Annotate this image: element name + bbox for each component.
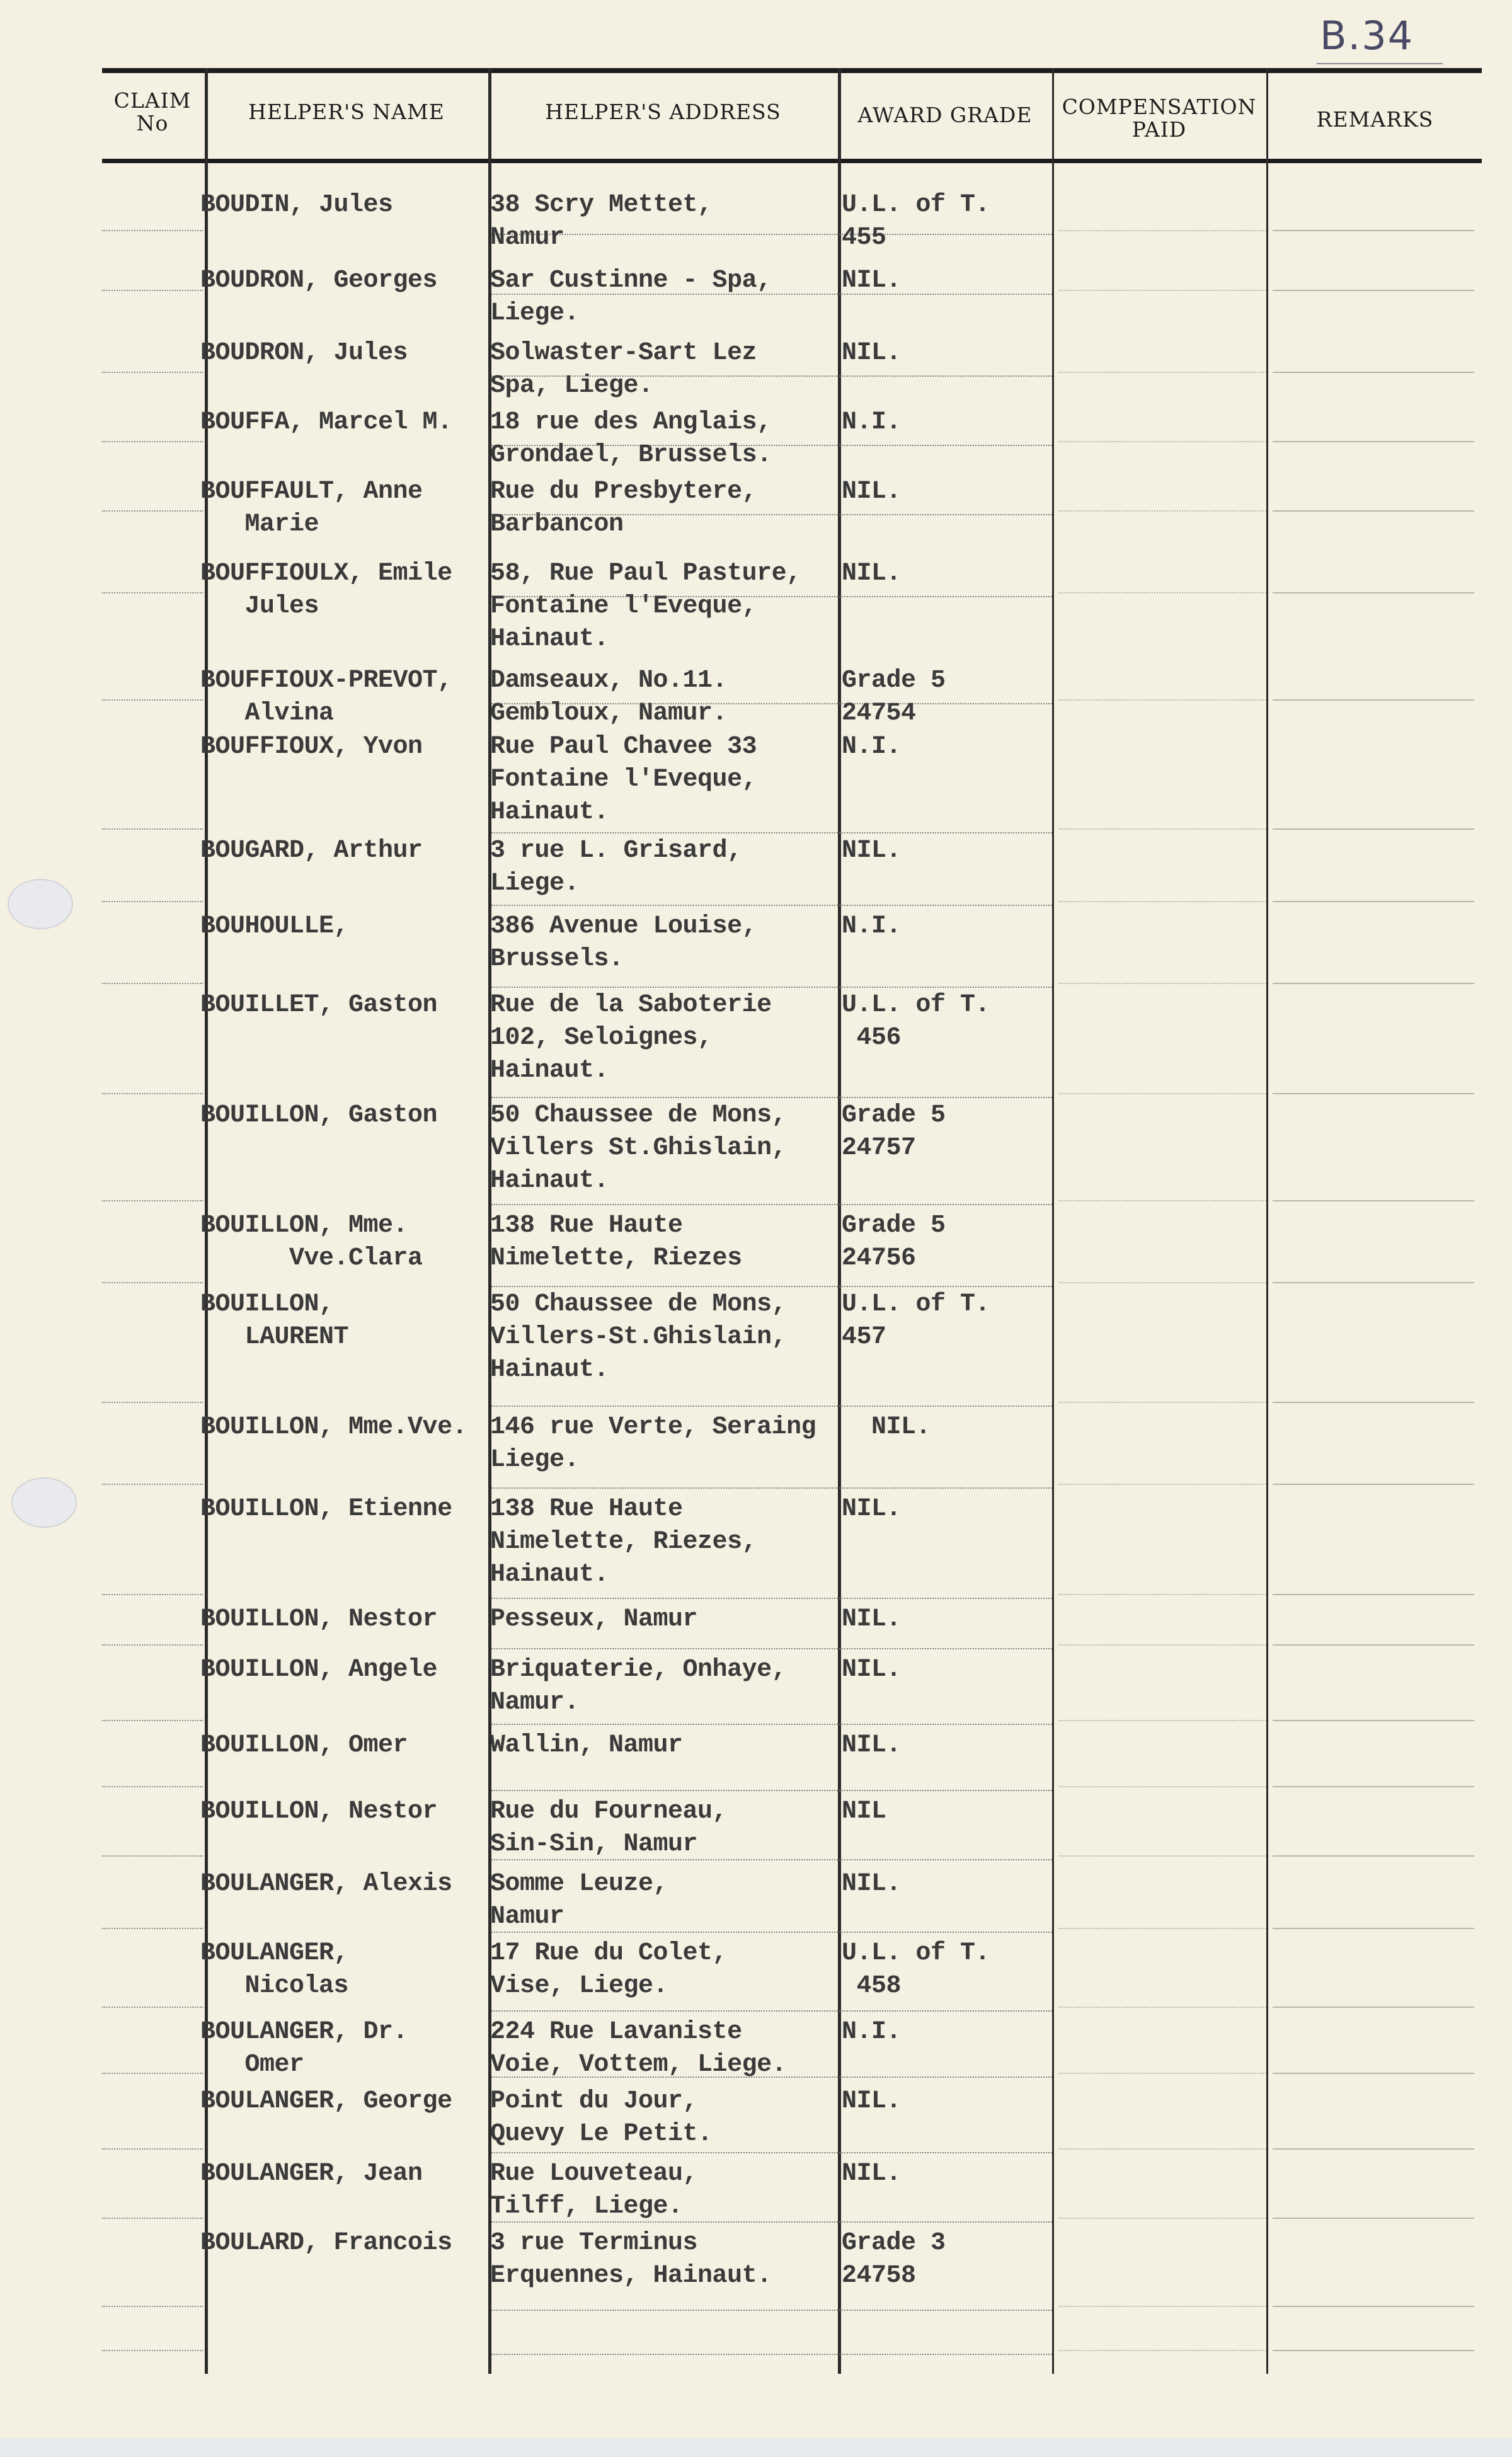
row-rule-compensation — [1058, 592, 1266, 593]
row-rule-remarks — [1273, 592, 1474, 593]
helper-address: 38 Scry Mettet, Namur — [490, 191, 713, 252]
row-rule-claim — [102, 2007, 203, 2008]
helper-address: Rue du Fourneau, Sin-Sin, Namur — [490, 1797, 728, 1858]
page-reference-underline — [1317, 63, 1443, 64]
helper-name: BOUFFA, Marcel M. — [200, 408, 452, 437]
helper-address: Rue de la Saboterie 102, Seloignes, Hainaut. — [490, 991, 772, 1085]
award-grade: NIL. — [842, 1731, 902, 1760]
award-grade: NIL. — [842, 266, 902, 295]
row-rule-address — [491, 1724, 1052, 1725]
row-rule-remarks — [1273, 372, 1474, 373]
helper-name: BOULANGER, George — [200, 2087, 452, 2116]
row-rule-claim — [102, 1282, 203, 1283]
award-grade: NIL. — [842, 339, 902, 367]
header-remarks: REMARKS — [1316, 107, 1434, 132]
row-rule-claim — [102, 372, 203, 373]
header-compensation-paid: COMPENSATION PAID — [1062, 94, 1257, 142]
helper-name: BOUFFIOULX, Emile Jules — [200, 559, 452, 621]
row-rule-compensation — [1058, 2148, 1266, 2150]
row-rule-address — [491, 2310, 1052, 2311]
header-helper-name: HELPER'S NAME — [248, 100, 445, 124]
helper-address: Wallin, Namur — [490, 1731, 683, 1760]
award-grade: NIL. — [842, 1656, 902, 1684]
helper-address: Rue Paul Chavee 33 Fontaine l'Eveque, Hainaut. — [490, 733, 757, 827]
row-rule-remarks — [1273, 2218, 1474, 2219]
row-rule-claim — [102, 1200, 203, 1201]
helper-address: Solwaster-Sart Lez Spa, Liege. — [490, 339, 757, 400]
row-rule-compensation — [1058, 372, 1266, 373]
row-rule-compensation — [1058, 699, 1266, 701]
row-rule-address — [491, 1790, 1052, 1791]
helper-address: Rue du Presbytere, Barbancon — [490, 478, 757, 539]
helper-name: BOUILLON, Omer — [200, 1731, 408, 1760]
row-rule-claim — [102, 441, 203, 442]
row-rule-remarks — [1273, 1093, 1474, 1094]
helper-address: Briquaterie, Onhaye, Namur. — [490, 1656, 787, 1717]
row-rule-remarks — [1273, 1282, 1474, 1283]
helper-address: 146 rue Verte, Seraing Liege. — [490, 1413, 816, 1474]
helper-address: Somme Leuze, Namur — [490, 1870, 668, 1931]
helper-name: BOULANGER, Jean — [200, 2160, 423, 2188]
row-rule-compensation — [1058, 901, 1266, 902]
row-rule-address — [491, 1406, 1052, 1407]
helper-name: BOUILLON, Etienne — [200, 1495, 452, 1523]
row-rule-claim — [102, 1644, 203, 1646]
award-grade: N.I. — [842, 912, 902, 941]
row-rule-address — [491, 832, 1052, 833]
row-rule-compensation — [1058, 2007, 1266, 2008]
row-rule-compensation — [1058, 1484, 1266, 1485]
helper-address: 3 rue L. Grisard, Liege. — [490, 837, 742, 898]
header-award-grade: AWARD GRADE — [857, 103, 1033, 127]
helper-name: BOUILLON, Nestor — [200, 1605, 438, 1634]
row-rule-claim — [102, 983, 203, 984]
helper-name: BOUGARD, Arthur — [200, 837, 423, 865]
row-rule-compensation — [1058, 1720, 1266, 1721]
row-rule-compensation — [1058, 2350, 1266, 2351]
row-rule-address — [491, 987, 1052, 988]
award-grade: N.I. — [842, 2018, 902, 2046]
header-helper-address: HELPER'S ADDRESS — [545, 100, 781, 124]
award-grade: Grade 5 24756 — [842, 1211, 946, 1273]
helper-name: BOUILLON, Gaston — [200, 1101, 438, 1130]
helper-address: 58, Rue Paul Pasture, Fontaine l'Eveque, Hainaut. — [490, 559, 801, 653]
row-rule-compensation — [1058, 2073, 1266, 2074]
helper-address: 18 rue des Anglais, Grondael, Brussels. — [490, 408, 772, 469]
row-rule-compensation — [1058, 1200, 1266, 1201]
row-rule-address — [491, 2152, 1052, 2153]
helper-name: BOUDIN, Jules — [200, 191, 393, 219]
table-header-rule — [102, 159, 1482, 163]
helper-address: 50 Chaussee de Mons, Villers-St.Ghislain, Hainaut. — [490, 1290, 787, 1384]
helper-name: BOUFFIOUX-PREVOT, Alvina — [200, 667, 452, 728]
row-rule-claim — [102, 2306, 203, 2307]
punch-hole-upper — [8, 879, 73, 929]
scan-background — [0, 2438, 1512, 2457]
row-rule-remarks — [1273, 828, 1474, 830]
row-rule-remarks — [1273, 2073, 1474, 2074]
row-rule-remarks — [1273, 230, 1474, 231]
helper-name: BOULANGER, Dr. Omer — [200, 2018, 408, 2079]
row-rule-claim — [102, 2073, 203, 2074]
row-rule-address — [491, 905, 1052, 906]
award-grade: U.L. of T. 455 — [842, 191, 990, 252]
award-grade: NIL. — [842, 1413, 931, 1441]
row-rule-remarks — [1273, 2350, 1474, 2351]
helper-address: 386 Avenue Louise, Brussels. — [490, 912, 757, 973]
row-rule-remarks — [1273, 1855, 1474, 1857]
row-rule-compensation — [1058, 510, 1266, 512]
row-rule-remarks — [1273, 2148, 1474, 2150]
helper-name: BOUFFIOUX, Yvon — [200, 733, 423, 761]
award-grade: NIL. — [842, 478, 902, 506]
row-rule-address — [491, 1204, 1052, 1205]
row-rule-remarks — [1273, 1928, 1474, 1929]
award-grade: NIL. — [842, 1495, 902, 1523]
row-rule-address — [491, 1648, 1052, 1649]
row-rule-remarks — [1273, 1720, 1474, 1721]
row-rule-compensation — [1058, 441, 1266, 442]
row-rule-compensation — [1058, 1594, 1266, 1595]
row-rule-claim — [102, 2148, 203, 2150]
row-rule-claim — [102, 1594, 203, 1595]
award-grade: U.L. of T. 458 — [842, 1939, 990, 2000]
helper-address: 224 Rue Lavaniste Voie, Vottem, Liege. — [490, 2018, 787, 2079]
award-grade: NIL. — [842, 1870, 902, 1898]
row-rule-remarks — [1273, 290, 1474, 291]
helper-name: BOUILLON, Angele — [200, 1656, 438, 1684]
row-rule-remarks — [1273, 1786, 1474, 1787]
row-rule-compensation — [1058, 230, 1266, 231]
row-rule-claim — [102, 901, 203, 902]
row-rule-claim — [102, 510, 203, 512]
helper-address: Rue Louveteau, Tilff, Liege. — [490, 2160, 698, 2221]
row-rule-remarks — [1273, 1402, 1474, 1403]
row-rule-claim — [102, 1786, 203, 1787]
helper-name: BOUILLON, LAURENT — [200, 1290, 349, 1351]
helper-name: BOUFFAULT, Anne Marie — [200, 478, 423, 539]
row-rule-claim — [102, 2218, 203, 2219]
helper-address: 50 Chaussee de Mons, Villers St.Ghislain, Hainaut. — [490, 1101, 787, 1195]
row-rule-remarks — [1273, 2007, 1474, 2008]
award-grade: NIL. — [842, 2087, 902, 2116]
row-rule-claim — [102, 290, 203, 291]
punch-hole-lower — [11, 1477, 77, 1528]
row-rule-remarks — [1273, 699, 1474, 701]
column-divider-grade — [1052, 68, 1054, 2374]
row-rule-claim — [102, 230, 203, 231]
row-rule-claim — [102, 699, 203, 701]
helper-address: Pesseux, Namur — [490, 1605, 698, 1634]
page-reference: B.34 — [1320, 13, 1414, 59]
row-rule-remarks — [1273, 441, 1474, 442]
row-rule-remarks — [1273, 901, 1474, 902]
row-rule-compensation — [1058, 1855, 1266, 1857]
helper-name: BOULANGER, Nicolas — [200, 1939, 349, 2000]
row-rule-remarks — [1273, 2306, 1474, 2307]
header-claim-no: CLAIM No — [113, 88, 192, 135]
award-grade: NIL. — [842, 837, 902, 865]
row-rule-address — [491, 2010, 1052, 2012]
row-rule-address — [491, 1487, 1052, 1489]
award-grade: N.I. — [842, 733, 902, 761]
row-rule-claim — [102, 1720, 203, 1721]
helper-address: 138 Rue Haute Nimelette, Riezes, Hainaut. — [490, 1495, 757, 1589]
award-grade: Grade 3 24758 — [842, 2229, 946, 2290]
award-grade: U.L. of T. 457 — [842, 1290, 990, 1351]
award-grade: NIL — [842, 1797, 886, 1826]
award-grade: Grade 5 24757 — [842, 1101, 946, 1162]
row-rule-compensation — [1058, 2306, 1266, 2307]
helper-name: BOUDRON, Georges — [200, 266, 438, 295]
helper-name: BOUDRON, Jules — [200, 339, 408, 367]
row-rule-claim — [102, 1484, 203, 1485]
row-rule-remarks — [1273, 1594, 1474, 1595]
helper-address: 3 rue Terminus Erquennes, Hainaut. — [490, 2229, 772, 2290]
row-rule-remarks — [1273, 1484, 1474, 1485]
helper-address: Point du Jour, Quevy Le Petit. — [490, 2087, 713, 2148]
row-rule-remarks — [1273, 510, 1474, 512]
helper-name: BOUILLON, Mme. Vve.Clara — [200, 1211, 423, 1273]
row-rule-compensation — [1058, 1093, 1266, 1094]
row-rule-address — [491, 1097, 1052, 1098]
row-rule-claim — [102, 1855, 203, 1857]
helper-address: Sar Custinne - Spa, Liege. — [490, 266, 772, 328]
row-rule-compensation — [1058, 2218, 1266, 2219]
row-rule-claim — [102, 1093, 203, 1094]
row-rule-claim — [102, 828, 203, 830]
helper-address: 138 Rue Haute Nimelette, Riezes — [490, 1211, 742, 1273]
row-rule-claim — [102, 1402, 203, 1403]
award-grade: U.L. of T. 456 — [842, 991, 990, 1052]
row-rule-compensation — [1058, 983, 1266, 984]
row-rule-claim — [102, 1928, 203, 1929]
award-grade: NIL. — [842, 2160, 902, 2188]
column-divider-compensation — [1266, 68, 1268, 2374]
helper-name: BOUILLON, Mme.Vve. — [200, 1413, 467, 1441]
award-grade: NIL. — [842, 559, 902, 588]
row-rule-claim — [102, 2350, 203, 2351]
helper-name: BOUILLET, Gaston — [200, 991, 438, 1019]
award-grade: N.I. — [842, 408, 902, 437]
row-rule-remarks — [1273, 1644, 1474, 1646]
award-grade: NIL. — [842, 1605, 902, 1634]
row-rule-compensation — [1058, 1402, 1266, 1403]
row-rule-address — [491, 1286, 1052, 1287]
row-rule-compensation — [1058, 1644, 1266, 1646]
row-rule-remarks — [1273, 1200, 1474, 1201]
row-rule-compensation — [1058, 1786, 1266, 1787]
row-rule-compensation — [1058, 1282, 1266, 1283]
row-rule-address — [491, 1598, 1052, 1599]
award-grade: Grade 5 24754 — [842, 667, 946, 728]
helper-name: BOULARD, Francois — [200, 2229, 452, 2257]
row-rule-remarks — [1273, 983, 1474, 984]
row-rule-claim — [102, 592, 203, 593]
row-rule-compensation — [1058, 1928, 1266, 1929]
helper-address: Damseaux, No.11. Gembloux, Namur. — [490, 667, 728, 728]
helper-address: 17 Rue du Colet, Vise, Liege. — [490, 1939, 728, 2000]
column-divider-address — [838, 68, 841, 2374]
helper-name: BOUHOULLE, — [200, 912, 349, 941]
row-rule-compensation — [1058, 828, 1266, 830]
helper-name: BOULANGER, Alexis — [200, 1870, 452, 1898]
helper-name: BOUILLON, Nestor — [200, 1797, 438, 1826]
table-top-rule — [102, 68, 1482, 73]
row-rule-address — [491, 2354, 1052, 2355]
row-rule-compensation — [1058, 290, 1266, 291]
